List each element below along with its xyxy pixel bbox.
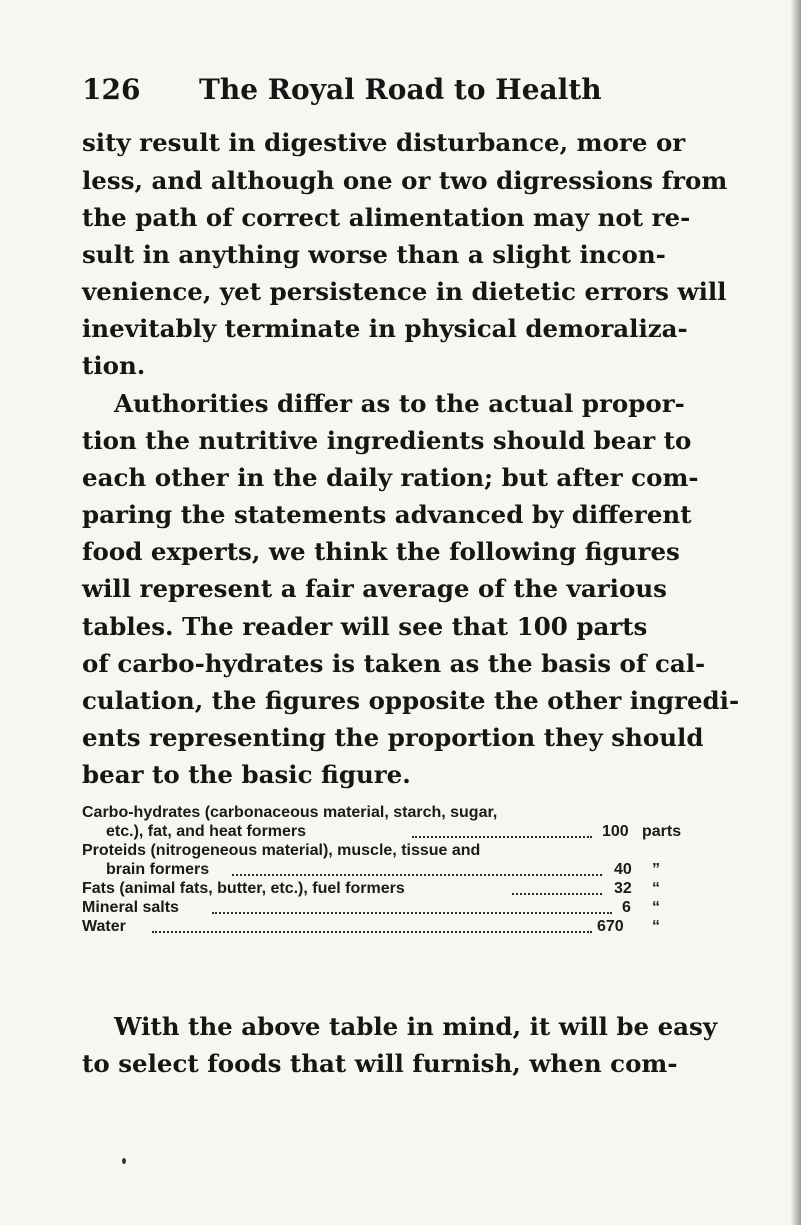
text-line: bear to the basic figure. <box>82 760 411 789</box>
row-value: 670 <box>597 918 624 935</box>
row-unit: “ <box>652 880 660 897</box>
page-number: 126 <box>82 73 141 106</box>
text-line: culation, the figures opposite the other ingredi- <box>82 686 740 715</box>
text-line: tables. The reader will see that 100 parts <box>82 612 648 641</box>
text-line: tion. <box>82 351 146 380</box>
row-value: 40 <box>614 861 632 878</box>
page-edge-shadow <box>791 0 801 1225</box>
row-label: Proteids (nitrogeneous material), muscle, tissue and <box>82 842 481 859</box>
text-line: each other in the daily ration; but after com- <box>82 463 699 492</box>
text-line: will represent a fair average of the various <box>82 574 667 603</box>
row-label: Mineral salts <box>82 899 179 916</box>
table-row <box>82 822 702 841</box>
row-label: etc.), fat, and heat formers <box>106 823 307 840</box>
table-row <box>82 841 702 860</box>
text-line: Authorities differ as to the actual propor- <box>114 389 685 418</box>
table-row <box>82 917 702 936</box>
dot-leader <box>152 931 592 933</box>
text-line: sity result in digestive disturbance, more or <box>82 128 686 157</box>
text-line: paring the statements advanced by different <box>82 500 692 529</box>
row-value: 6 <box>622 899 631 916</box>
text-line: With the above table in mind, it will be easy <box>114 1012 718 1041</box>
row-label: Water <box>82 918 126 935</box>
running-head: The Royal Road to Health <box>199 73 602 106</box>
row-value: 32 <box>614 880 632 897</box>
text-line: less, and although one or two digressions from <box>82 166 728 195</box>
text-line: inevitably terminate in physical demoraliza- <box>82 314 688 343</box>
row-unit: “ <box>652 918 660 935</box>
dot-leader <box>232 874 602 876</box>
table-row <box>82 860 702 879</box>
text-line: ents representing the proportion they should <box>82 723 704 752</box>
row-label: Carbo-hydrates (carbonaceous material, starch, sugar, <box>82 804 498 821</box>
row-value: 100 <box>602 823 629 840</box>
row-unit: parts <box>642 823 682 840</box>
text-line: venience, yet persistence in dietetic errors will <box>82 277 727 306</box>
ink-speck <box>122 1158 126 1164</box>
dot-leader <box>512 893 602 895</box>
table-row <box>82 879 702 898</box>
dot-leader <box>212 912 612 914</box>
text-line: sult in anything worse than a slight incon- <box>82 240 666 269</box>
text-line: to select foods that will furnish, when com- <box>82 1049 678 1078</box>
row-label: Fats (animal fats, butter, etc.), fuel formers <box>82 880 405 897</box>
nutrition-proportion-table <box>82 803 702 936</box>
text-line: the path of correct alimentation may not re- <box>82 203 691 232</box>
row-unit: ” <box>652 861 660 878</box>
row-label: brain formers <box>106 861 210 878</box>
text-line: food experts, we think the following figures <box>82 537 680 566</box>
table-row <box>82 898 702 917</box>
table-row <box>82 803 702 822</box>
text-line: of carbo-hydrates is taken as the basis of cal- <box>82 649 706 678</box>
dot-leader <box>412 836 592 838</box>
page-header <box>82 72 702 112</box>
text-line: tion the nutritive ingredients should bear to <box>82 426 692 455</box>
row-unit: “ <box>652 899 660 916</box>
